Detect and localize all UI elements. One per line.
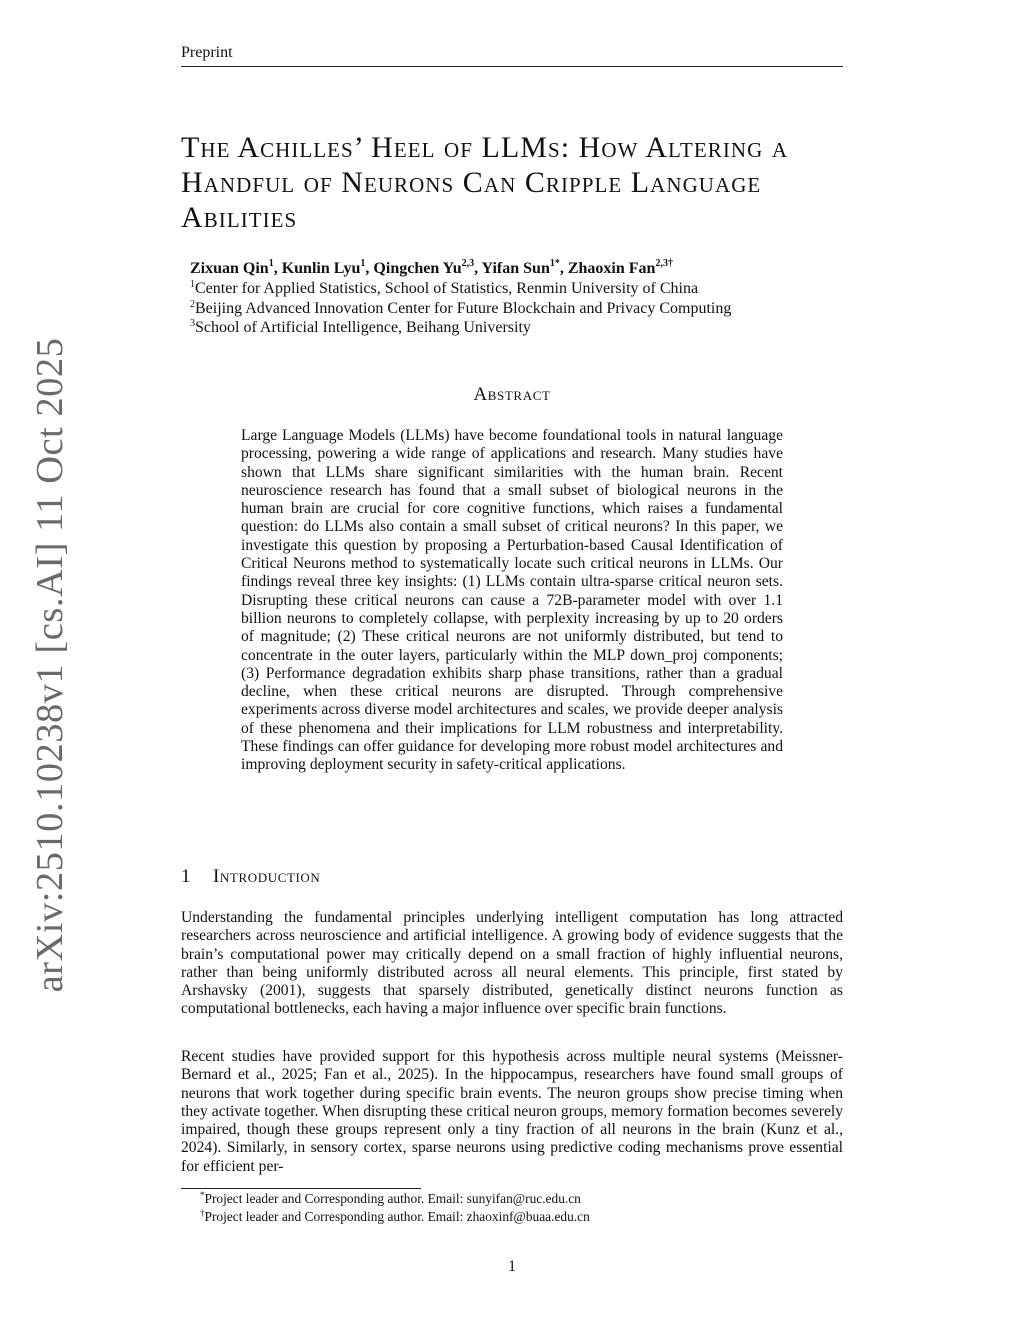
author-name: Yifan Sun [481, 260, 550, 277]
footnote-rule [181, 1188, 421, 1189]
affiliation: $^2$Beijing Advanced Innovation Center for Future Blockchain and Privacy Computing [190, 298, 732, 317]
affiliation-list [190, 279, 731, 338]
section-number: 1 [181, 866, 192, 887]
running-header: Preprint [181, 44, 843, 67]
paper-title [181, 130, 851, 235]
affiliation: $^1$Center for Applied Statistics, School of Statistics, Renmin University of China [190, 279, 699, 297]
affiliation: $^3$School of Artificial Intelligence, Beihang University [190, 318, 531, 337]
arxiv-sidebar-stamp: arXiv:2510.10238v1 [cs.AI] 11 Oct 2025 [29, 337, 71, 993]
author-affiliation-mark: 2,3† [655, 258, 673, 269]
section-heading [181, 866, 320, 888]
title-line: The Achilles’ Heel of LLMs: How Altering a [181, 131, 789, 164]
author-name: Zixuan Qin [190, 260, 269, 277]
body-paragraph: Recent studies have provided support for this hypothesis across multiple neural systems (Meissner-Bernard et al., 2025; Fan et al., 2025). In the hippocampus, researchers have found small groups of neurons that work together during specific brain events. The neuron groups show precise timing when they activate together. When disrupting these critical neuron groups, memory formation becomes severely impaired, though these groups represent only a tiny fraction of all neurons in the brain (Kunz et al., 2024). Similarly, in sensory cortex, sparse neurons using predictive coding mechanisms prove essential for efficient per- [181, 1048, 843, 1175]
body-paragraph: Understanding the fundamental principles underlying intelligent computation has long attracted researchers across neuroscience and artificial intelligence. A growing body of evidence suggests that the brain’s computational power may critically depend on a small fraction of highly influential neurons, rather than being uniformly distributed across all neural elements. This principle, first stated by Arshavsky (2001), suggests that sparsely distributed, genetically distinct neurons function as computational bottlenecks, each having a major influence over specific brain functions. [181, 909, 843, 1018]
author-list: Zixuan Qin$^1$, Kunlin Lyu$^1$, Qingchen Yu$^{2,3}$, Yifan Sun$^{1*}$, Zhaoxin Fan$^{2,3\dagger}$ [190, 258, 673, 277]
author-name: Qingchen Yu [373, 260, 462, 277]
footnote: †Project leader and Corresponding author. Email: zhaoxinf@buaa.edu.cn [200, 1208, 590, 1224]
author-affiliation-mark: 2,3 [461, 258, 475, 269]
author-affiliation-mark: 1* [549, 258, 560, 269]
author-affiliation-mark: 1 [360, 258, 366, 269]
author-name: Kunlin Lyu [281, 260, 361, 277]
author-name: Zhaoxin Fan [567, 260, 656, 277]
title-line: Abilities [181, 201, 298, 234]
section-title: Introduction [213, 866, 321, 887]
title-line: Handful of Neurons Can Cripple Language [181, 166, 762, 199]
footnote: *Project leader and Corresponding author. Email: sunyifan@ruc.edu.cn [200, 1190, 581, 1206]
author-affiliation-mark: 1 [268, 258, 274, 269]
page-number: 1 [508, 1258, 516, 1275]
abstract-heading: Abstract [473, 384, 551, 405]
abstract-body: Large Language Models (LLMs) have become foundational tools in natural language processing, powering a wide range of applications and research. Many studies have shown that LLMs share significant similarities with the human brain. Recent neuroscience research has found that a small subset of biological neurons in the human brain are crucial for core cognitive functions, which raises a fundamental question: do LLMs also contain a small subset of critical neurons? In this paper, we investigate this question by proposing a Perturbation-based Causal Identification of Critical Neurons method to systematically locate such critical neurons in LLMs. Our findings reveal three key insights: (1) LLMs contain ultra-sparse critical neuron sets. Disrupting these critical neurons can cause a 72B-parameter model with over 1.1 billion neurons to completely collapse, with perplexity increasing by up to 20 orders of magnitude; (2) These critical neurons are not uniformly distributed, but tend to concentrate in the outer layers, particularly within the MLP down_proj components; (3) Performance degradation exhibits sharp phase transitions, rather than a gradual decline, when these critical neurons are disrupted. Through comprehensive experiments across diverse model architectures and scales, we provide deeper analysis of these phenomena and their implications for LLM robustness and interpretability. These findings can offer guidance for developing more robust model architectures and improving deployment security in safety-critical applications. [241, 427, 783, 774]
footnotes [200, 1190, 590, 1226]
